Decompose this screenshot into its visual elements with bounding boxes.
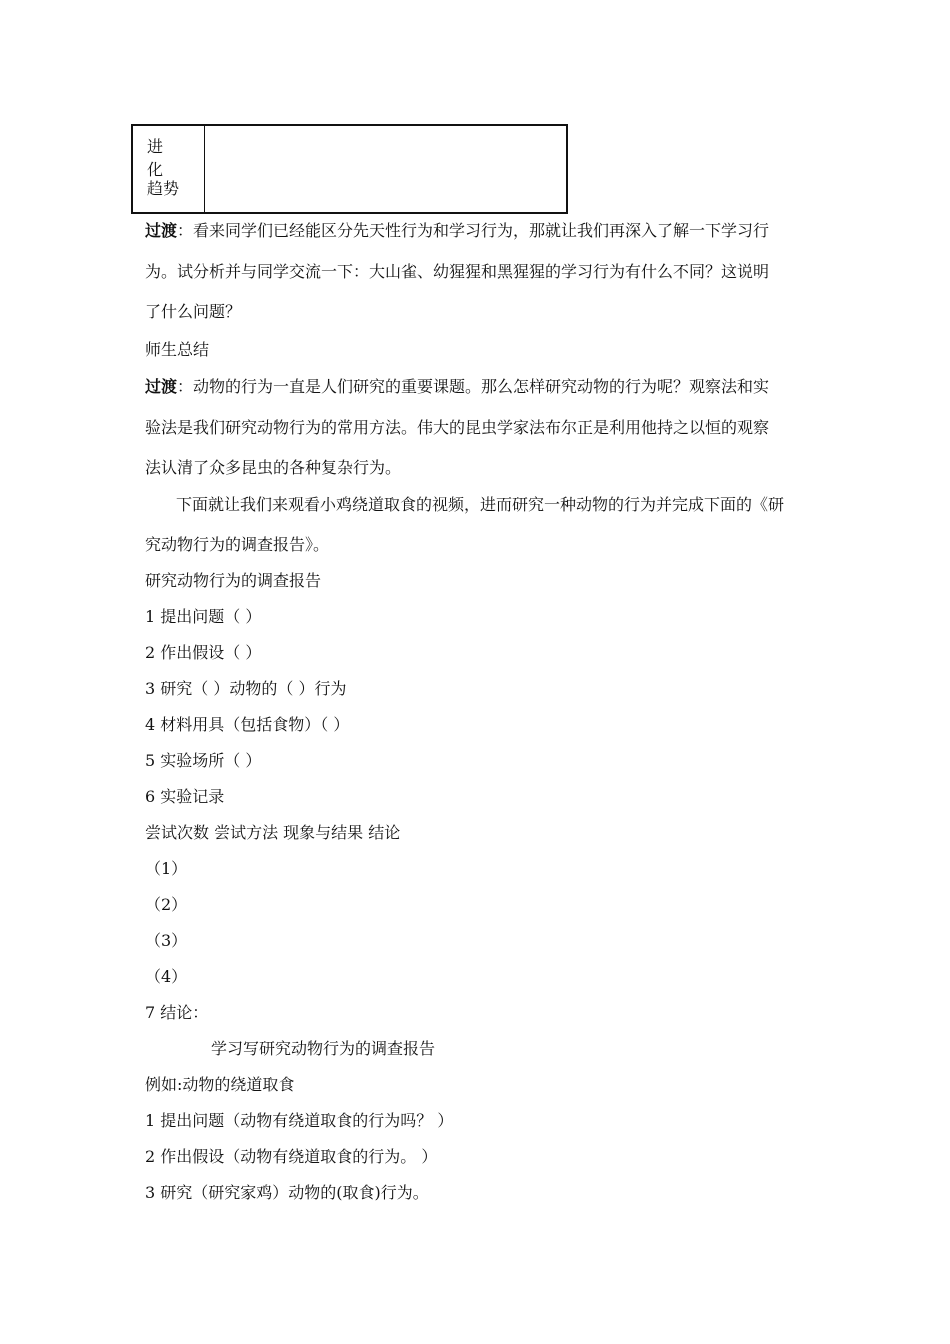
report-item-1: 1 提出问题（ ） xyxy=(145,607,262,626)
transition-paragraph-1-line2: 为。试分析并与同学交流一下：大山雀、幼猩猩和黑猩猩的学习行为有什么不同？这说明 xyxy=(145,262,770,281)
transition-label: 过渡 xyxy=(145,377,178,396)
report-title: 研究动物行为的调查报告 xyxy=(145,571,322,590)
video-paragraph-line2: 究动物行为的调查报告》。 xyxy=(145,535,330,554)
teacher-summary: 师生总结 xyxy=(145,340,210,359)
transition-paragraph-2-line2: 验法是我们研究动物行为的常用方法。伟大的昆虫学家法布尔正是利用他持之以恒的观察 xyxy=(145,418,770,437)
report-item-5: 5 实验场所（ ） xyxy=(145,751,262,770)
transition-label: 过渡 xyxy=(145,221,178,240)
example-line-2: 2 作出假设（动物有绕道取食的行为。 ） xyxy=(145,1147,438,1166)
record-header: 尝试次数 尝试方法 现象与结果 结论 xyxy=(145,823,401,842)
table-label-cell xyxy=(133,126,205,212)
example-title: 学习写研究动物行为的调查报告 xyxy=(211,1039,436,1058)
trial-row: （4） xyxy=(145,967,188,986)
transition-paragraph-1-line1: 过渡：看来同学们已经能区分先天性行为和学习行为，那就让我们再深入了解一下学习行 xyxy=(145,221,770,240)
report-item-3: 3 研究（ ）动物的（ ）行为 xyxy=(145,679,347,698)
report-item-6: 6 实验记录 xyxy=(145,787,225,806)
report-item-7: 7 结论： xyxy=(145,1003,209,1022)
table-label-line2: 趋势 xyxy=(147,179,180,198)
transition-paragraph-2-line1: 过渡：动物的行为一直是人们研究的重要课题。那么怎样研究动物的行为呢？观察法和实 xyxy=(145,377,770,396)
trial-row: （1） xyxy=(145,859,188,878)
table-label-line1: 进化 xyxy=(147,137,183,179)
transition-paragraph-1-line3: 了什么问题？ xyxy=(145,302,242,321)
report-item-2: 2 作出假设（ ） xyxy=(145,643,262,662)
transition-paragraph-2-line3: 法认清了众多昆虫的各种复杂行为。 xyxy=(145,458,402,477)
example-line-3: 3 研究（研究家鸡）动物的(取食)行为。 xyxy=(145,1183,429,1202)
trial-row: （2） xyxy=(145,895,188,914)
video-paragraph-line1: 下面就让我们来观看小鸡绕道取食的视频，进而研究一种动物的行为并完成下面的《研 xyxy=(176,495,785,514)
evolution-trend-table xyxy=(131,124,568,214)
report-item-4: 4 材料用具（包括食物）（ ） xyxy=(145,715,350,734)
trial-row: （3） xyxy=(145,931,188,950)
example-intro: 例如:动物的绕道取食 xyxy=(145,1075,295,1094)
example-line-1: 1 提出问题（动物有绕道取食的行为吗？ ） xyxy=(145,1111,454,1130)
